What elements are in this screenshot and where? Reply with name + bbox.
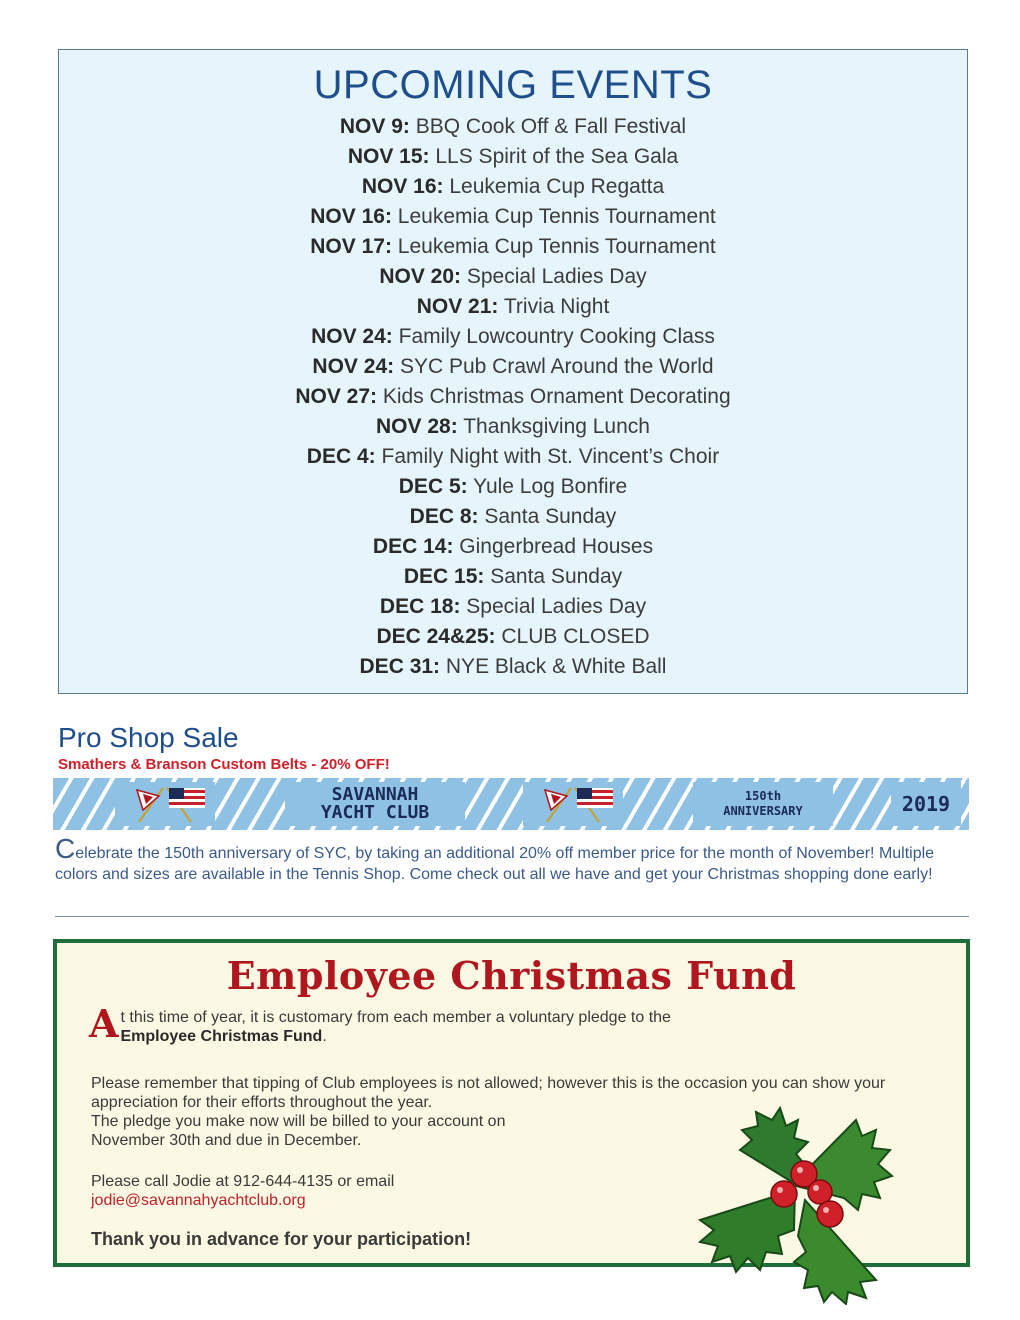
event-name: Special Ladies Day [466,265,647,288]
proshop-body [55,833,965,885]
event-item [59,292,967,322]
event-item [59,172,967,202]
event-item [59,562,967,592]
fund-contact-text: Please call Jodie at 912-644-4135 or email [91,1173,395,1190]
event-name: Yule Log Bonfire [473,475,628,498]
event-name: Gingerbread Houses [459,535,654,558]
flag-icon [117,782,213,826]
event-item [59,322,967,352]
events-title: UPCOMING EVENTS [313,63,713,107]
event-date: NOV 24: [312,355,395,378]
event-name: CLUB CLOSED [501,625,650,648]
event-item [59,142,967,172]
belt-anniv-line1: 150th [744,789,782,803]
event-date: NOV 21: [416,295,499,318]
fund-body-line3: November 30th and due in December. [91,1132,362,1149]
belt-club-name [285,782,465,826]
events-list [59,112,967,682]
event-item [59,412,967,442]
event-date: DEC 24&25: [376,625,496,648]
fund-intro [89,1001,909,1046]
event-date: DEC 8: [409,505,479,528]
belt-year-text: 2019 [901,792,951,816]
event-item [59,472,967,502]
section-divider [55,916,969,917]
event-item [59,112,967,142]
event-name: Santa Sunday [484,505,617,528]
proshop-subtitle: Smathers & Branson Custom Belts - 20% OFF! [58,756,390,773]
event-name: Family Lowcountry Cooking Class [398,325,715,348]
fund-body-line2: The pledge you make now will be billed to your account on [91,1113,506,1130]
event-name: Family Night with St. Vincent’s Choir [381,445,720,468]
event-item [59,532,967,562]
event-date: NOV 24: [311,325,393,348]
belt-anniversary [693,782,833,826]
event-item [59,202,967,232]
event-name: Kids Christmas Ornament Decorating [382,385,731,408]
belt-banner-image [53,778,969,830]
event-name: Special Ladies Day [466,595,647,618]
proshop-dropcap: C [55,833,76,864]
event-name: LLS Spirit of the Sea Gala [435,145,679,168]
event-item [59,592,967,622]
event-name: Trivia Night [503,295,610,318]
fund-intro-text: t this time of year, it is customary from each member a voluntary pledge to the [120,1009,671,1026]
event-item [59,352,967,382]
event-name: SYC Pub Crawl Around the World [399,355,714,378]
fund-body-line1: Please remember that tipping of Club employees is not allowed; however this is the occasion you can show your appreciation for their efforts throughout the year. [91,1075,886,1111]
event-name: Thanksgiving Lunch [463,415,650,438]
event-date: NOV 9: [339,115,410,138]
event-item [59,232,967,262]
event-item [59,262,967,292]
event-date: NOV 28: [376,415,458,438]
event-date: DEC 15: [403,565,485,588]
fund-email-link[interactable]: jodie@savannahyachtclub.org [91,1192,306,1209]
fund-thanks: Thank you in advance for your participation! [91,1229,472,1249]
event-date: DEC 14: [372,535,454,558]
event-name: Leukemia Cup Tennis Tournament [397,205,716,228]
event-date: DEC 18: [379,595,461,618]
event-item [59,382,967,412]
fund-dropcap: A [89,1001,119,1046]
fund-intro-bold: Employee Christmas Fund [120,1028,323,1045]
event-item [59,442,967,472]
upcoming-events-box [58,49,968,694]
event-date: DEC 4: [306,445,376,468]
event-item [59,652,967,682]
fund-title: Employee Christmas Fund [226,953,797,998]
flag-icon [525,782,621,826]
event-date: NOV 16: [361,175,444,198]
proshop-body-text: elebrate the 150th anniversary of SYC, by taking an additional 20% off member price for the month of November! Multiple colors and sizes are available in the Tennis Shop. Come check out all we have and get your Christmas shopping done early! [55,845,935,883]
event-name: BBQ Cook Off & Fall Festival [415,115,687,138]
event-name: Santa Sunday [490,565,623,588]
event-date: NOV 15: [347,145,430,168]
event-date: DEC 5: [398,475,468,498]
event-date: NOV 20: [379,265,462,288]
fund-contact [91,1172,691,1210]
belt-anniv-line2: ANNIVERSARY [723,804,803,818]
proshop-title: Pro Shop Sale [58,722,239,753]
event-date: NOV 27: [295,385,378,408]
belt-flags-1 [115,782,215,826]
event-date: NOV 17: [310,235,392,258]
event-date: NOV 16: [310,205,392,228]
belt-club-line2: YACHT CLUB [320,802,430,823]
event-name: Leukemia Cup Regatta [449,175,665,198]
event-date: DEC 31: [359,655,441,678]
event-name: NYE Black & White Ball [445,655,667,678]
holly-icon [680,1090,910,1305]
belt-flags-2 [523,782,623,826]
event-item [59,502,967,532]
belt-year [891,782,961,826]
event-name: Leukemia Cup Tennis Tournament [397,235,716,258]
fund-intro-end: . [322,1028,327,1045]
event-item [59,622,967,652]
belt-club-line1: SAVANNAH [331,784,419,805]
